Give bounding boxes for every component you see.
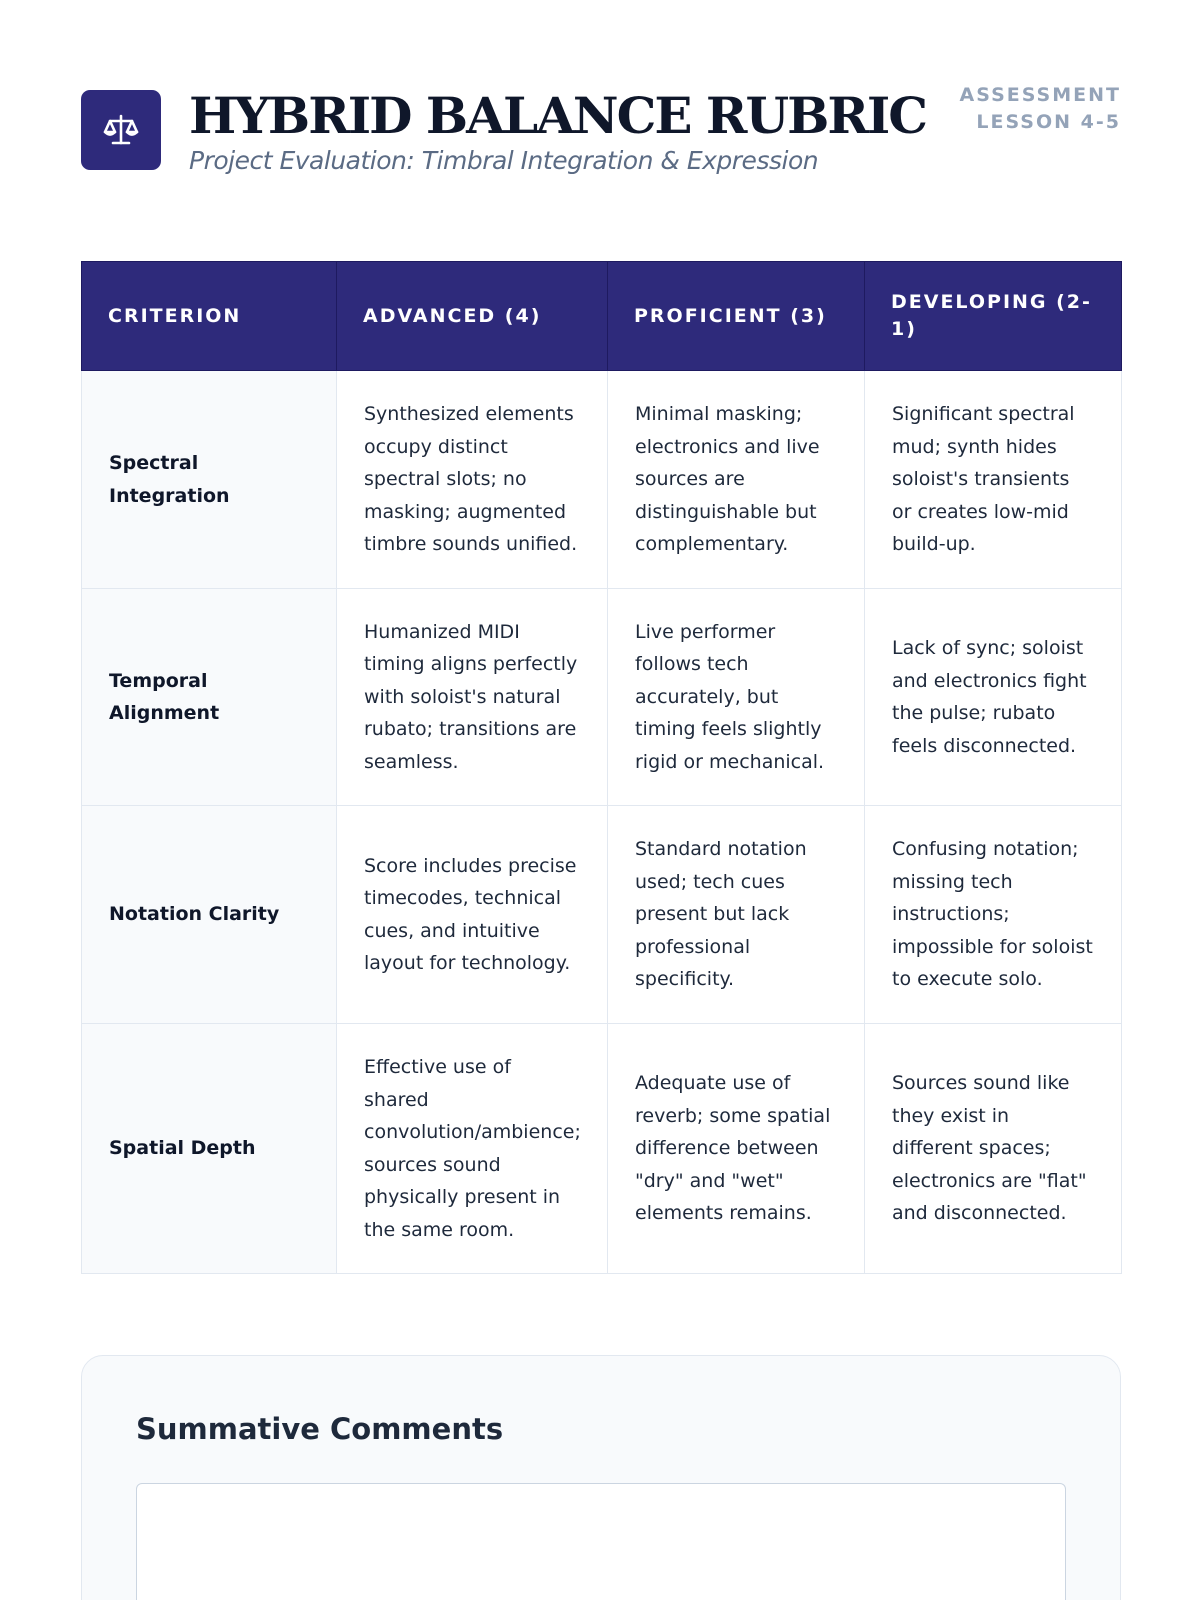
header-proficient: PROFICIENT (3) bbox=[608, 262, 865, 371]
criterion-cell: Spatial Depth bbox=[82, 1024, 337, 1274]
scale-balance-icon bbox=[101, 110, 141, 150]
page-subtitle: Project Evaluation: Timbral Integration & Expression bbox=[189, 146, 819, 175]
table-header-row bbox=[82, 262, 1122, 371]
proficient-cell: Live performer follows tech accurately, but timing feels slightly rigid or mechanical. bbox=[608, 589, 865, 806]
criterion-cell: Spectral Integration bbox=[82, 371, 337, 589]
assessment-meta bbox=[960, 82, 1121, 136]
proficient-cell: Minimal masking; electronics and live sources are distinguishable but complementary. bbox=[608, 371, 865, 589]
proficient-cell: Standard notation used; tech cues present but lack professional specificity. bbox=[608, 806, 865, 1024]
header-developing: DEVELOPING (2-1) bbox=[865, 262, 1122, 371]
table-row bbox=[82, 806, 1122, 1024]
page-title: HYBRID BALANCE RUBRIC bbox=[189, 86, 927, 145]
advanced-cell: Score includes precise timecodes, technical cues, and intuitive layout for technology. bbox=[337, 806, 608, 1024]
comments-title: Summative Comments bbox=[136, 1412, 504, 1446]
advanced-cell: Synthesized elements occupy distinct spectral slots; no masking; augmented timbre sounds unified. bbox=[337, 371, 608, 589]
page-header bbox=[81, 84, 1121, 190]
criterion-cell: Notation Clarity bbox=[82, 806, 337, 1024]
rubric-table bbox=[81, 261, 1122, 1274]
table-row bbox=[82, 589, 1122, 806]
advanced-cell: Effective use of shared convolution/ambience; sources sound physically present in the same room. bbox=[337, 1024, 608, 1274]
summative-comments-panel bbox=[81, 1355, 1121, 1600]
header-criterion: CRITERION bbox=[82, 262, 337, 371]
meta-assessment: ASSESSMENT bbox=[959, 84, 1121, 106]
logo-badge bbox=[81, 90, 161, 170]
advanced-cell: Humanized MIDI timing aligns perfectly with soloist's natural rubato; transitions are seamless. bbox=[337, 589, 608, 806]
criterion-cell: Temporal Alignment bbox=[82, 589, 337, 806]
table-row bbox=[82, 1024, 1122, 1274]
proficient-cell: Adequate use of reverb; some spatial difference between "dry" and "wet" elements remains. bbox=[608, 1024, 865, 1274]
developing-cell: Sources sound like they exist in different spaces; electronics are "flat" and disconnected. bbox=[865, 1024, 1122, 1274]
header-advanced: ADVANCED (4) bbox=[337, 262, 608, 371]
developing-cell: Significant spectral mud; synth hides soloist's transients or creates low-mid build-up. bbox=[865, 371, 1122, 589]
developing-cell: Confusing notation; missing tech instructions; impossible for soloist to execute solo. bbox=[865, 806, 1122, 1024]
meta-lesson: LESSON 4-5 bbox=[976, 111, 1121, 133]
table-row bbox=[82, 371, 1122, 589]
developing-cell: Lack of sync; soloist and electronics fight the pulse; rubato feels disconnected. bbox=[865, 589, 1122, 806]
comments-textarea[interactable] bbox=[136, 1483, 1066, 1600]
